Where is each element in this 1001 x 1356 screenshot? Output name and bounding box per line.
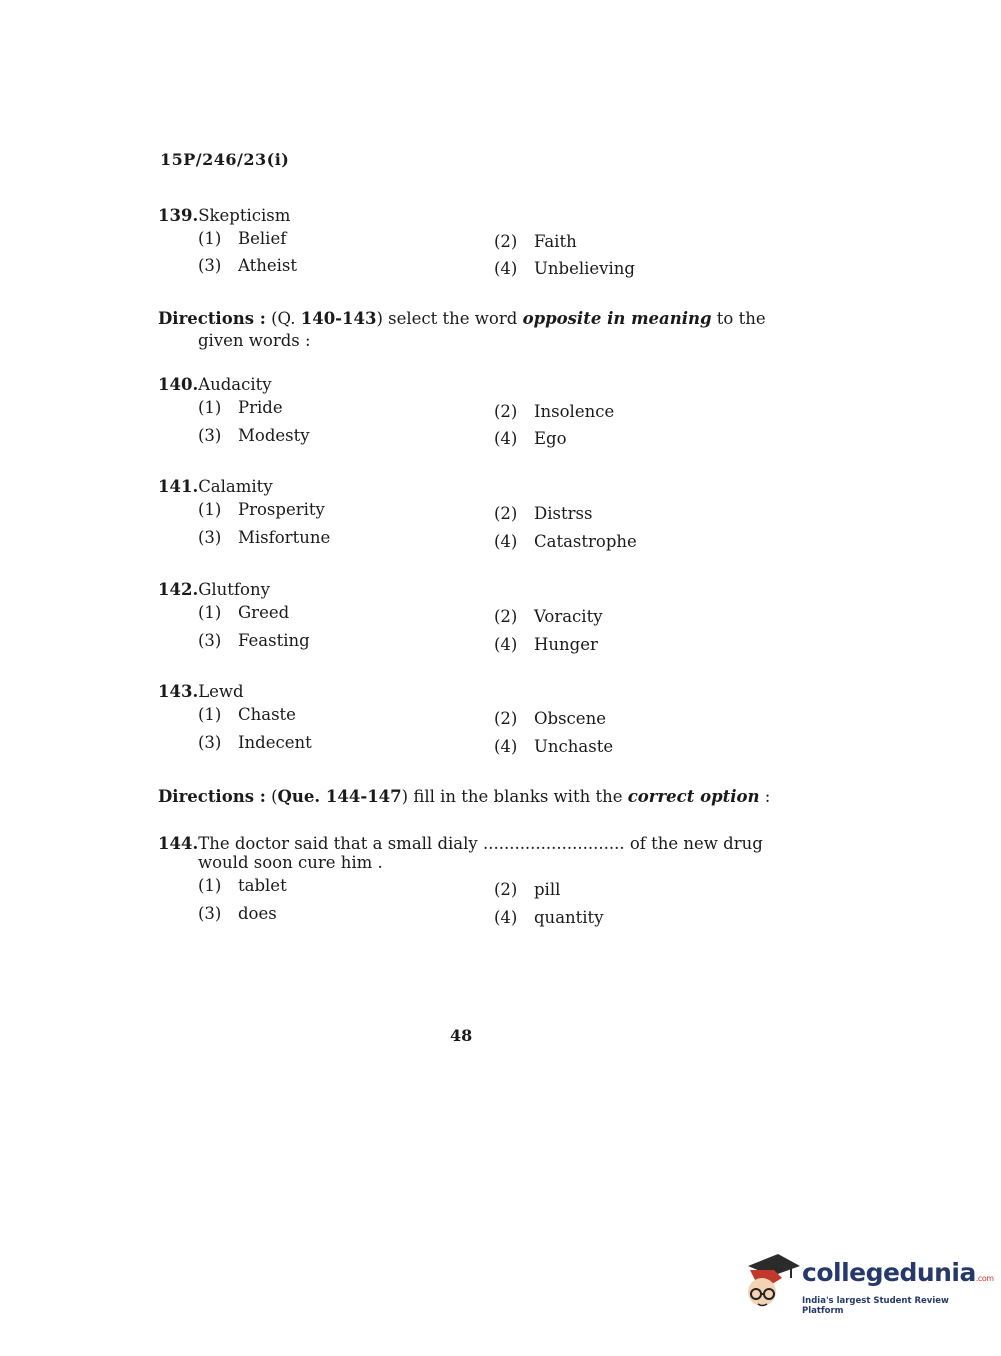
question-140 [158, 375, 798, 450]
option-4: (4) quantity [494, 908, 604, 927]
option-2: (2) Distrss [494, 504, 593, 523]
options [198, 496, 798, 552]
options [198, 225, 798, 281]
directions-144-147: Directions : (Que. 144-147) fill in the blanks with the correct option : [158, 787, 771, 806]
question-stem-line2: would soon cure him . [198, 853, 383, 872]
option-1: (1) Chaste [198, 705, 296, 724]
option-1: (1) Pride [198, 398, 283, 417]
option-4: (4) Hunger [494, 635, 598, 654]
question-144 [158, 834, 798, 928]
brand-logo[interactable] [742, 1252, 994, 1316]
option-2: (2) Voracity [494, 607, 603, 626]
question-stem: 143.Lewd [158, 682, 244, 701]
brand-name: collegedunia.com [802, 1258, 994, 1287]
option-4: (4) Ego [494, 429, 567, 448]
question-stem: 141.Calamity [158, 477, 273, 496]
option-2: (2) pill [494, 880, 561, 899]
option-1: (1) tablet [198, 876, 287, 895]
question-stem: 139.Skepticism [158, 206, 291, 225]
options [198, 701, 798, 757]
options [198, 599, 798, 655]
question-stem: 140.Audacity [158, 375, 272, 394]
option-4: (4) Unbelieving [494, 259, 635, 278]
option-2: (2) Insolence [494, 402, 615, 421]
option-3: (3) Atheist [198, 256, 298, 275]
option-3: (3) Modesty [198, 426, 310, 445]
question-139 [158, 206, 798, 281]
option-4: (4) Catastrophe [494, 532, 637, 551]
options [198, 872, 798, 928]
option-3: (3) does [198, 904, 277, 923]
directions-140-143: Directions : (Q. 140-143) select the word opposite in meaning to the given words : [158, 309, 766, 350]
options [198, 394, 798, 450]
paper-code: 15P/246/23(i) [160, 150, 290, 169]
option-1: (1) Greed [198, 603, 290, 622]
brand-tagline: India's largest Student Review Platform [802, 1296, 949, 1316]
question-141 [158, 477, 798, 552]
question-stem: 144.The doctor said that a small dialy ........................... of the new drug [158, 834, 763, 853]
option-2: (2) Obscene [494, 709, 606, 728]
question-stem: 142.Glutfony [158, 580, 270, 599]
option-2: (2) Faith [494, 232, 577, 251]
mascot-icon [742, 1252, 800, 1310]
option-3: (3) Misfortune [198, 528, 331, 547]
question-142 [158, 580, 798, 655]
page-number: 48 [450, 1026, 473, 1045]
option-1: (1) Prosperity [198, 500, 325, 519]
question-143 [158, 682, 798, 757]
option-1: (1) Belief [198, 229, 287, 248]
option-3: (3) Indecent [198, 733, 312, 752]
option-3: (3) Feasting [198, 631, 310, 650]
option-4: (4) Unchaste [494, 737, 614, 756]
